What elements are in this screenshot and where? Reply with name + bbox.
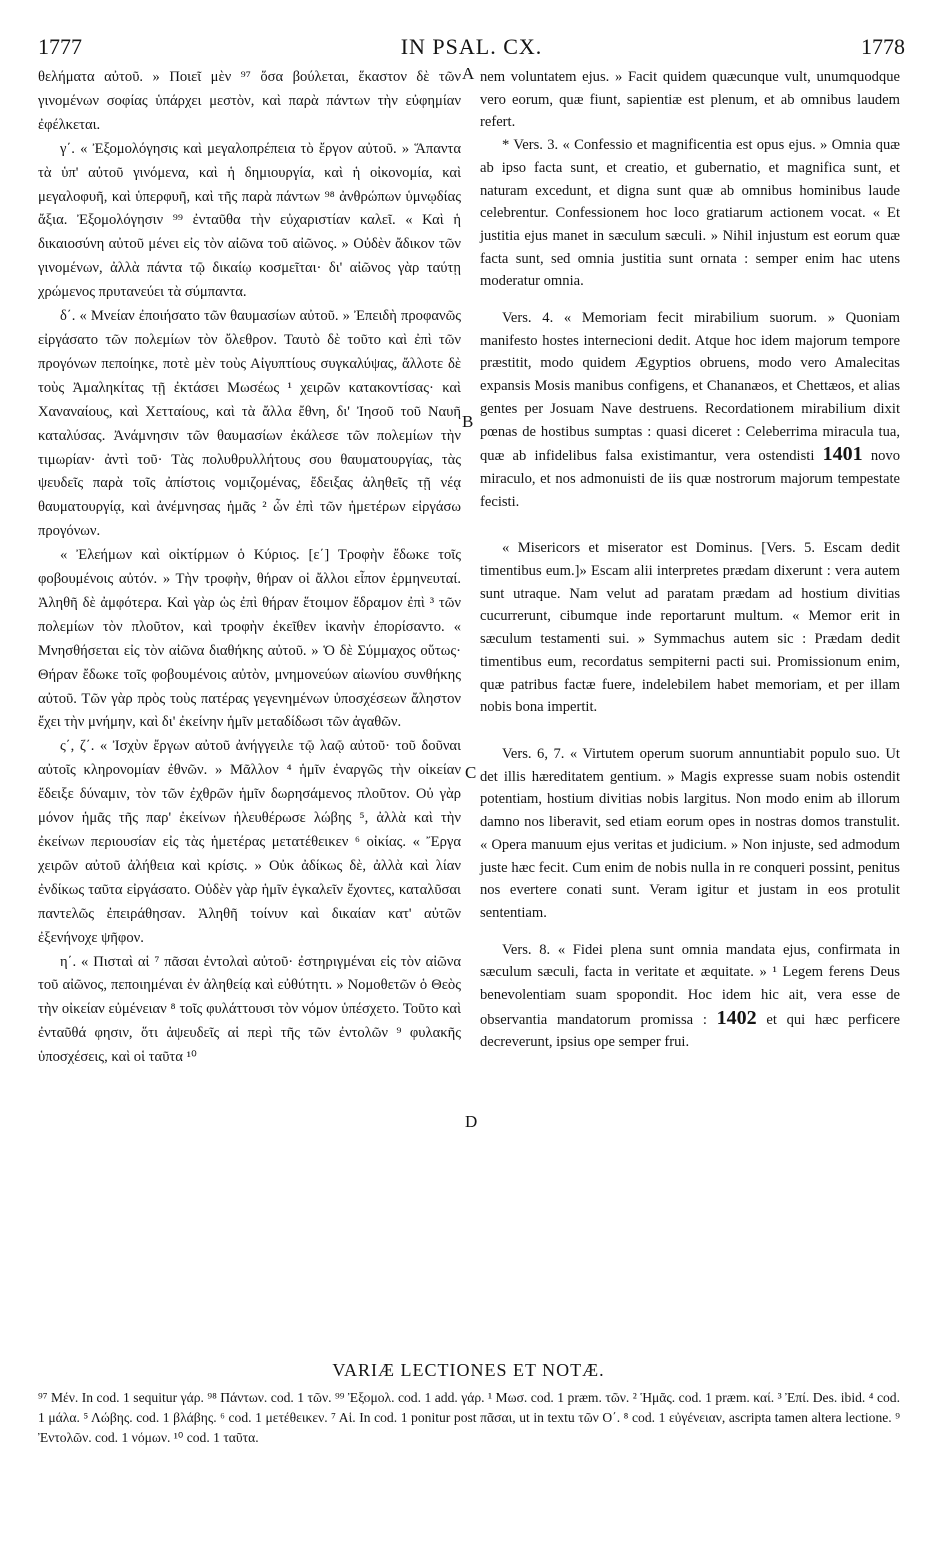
greek-paragraph-2: γ΄. « Ἐξομολόγησις καὶ μεγαλοπρέπεια τὸ ἔργον αὐτοῦ. » Ἅπαντα τὰ ὑπ' αὐτοῦ γινόμενα, καὶ ἡ δημιουργία, καὶ ἡ οἰκονομία, καὶ μεγαλοφυῆ, καὶ ὑπερφυῆ, καὶ τῆς παρὰ πάντων ⁹⁸ ἀνθρώπων ὑμνῳδίας ἄξια. Ἐξομολόγησιν ⁹⁹ ἐνταῦθα τὴν εὐχαριστίαν καλεῖ. « Καὶ ἡ δικαιοσύνη αὐτοῦ μένει εἰς τὸν αἰῶνα τοῦ αἰῶνος. » Οὐδὲν ἄδικον τῶν γινομένων, ἀλλὰ πάντα τῷ δικαίῳ κοσμεῖται· δι' αἰῶνος γὰρ ταύτῃ χρώμενος πρυτανεύει τὰ σύμπαντα. [38,140,461,301]
latin-paragraph-3-text: Vers. 4. « Memoriam fecit mirabilium suorum. » Quoniam manifesto hostes internecioni dedit. Atque hoc idem majorum tempore præstitit, modo quidem Ægyptios obruens, modo vero Amalecitas expansis Mosis manibus configens, et Chananæos, et Chettæos, et alias gentes per Josuam Nave destruens. Recordationem mirabilium dixit pœnas de hostibus sumptas : quasi diceret : Celeberrima miracula tua, quæ ab infidelibus falsa existimantur, vera ostendisti [480,310,900,465]
greek-paragraph-4: « Ἐλεήμων καὶ οἰκτίρμων ὁ Κύριος. [ε΄] Τροφὴν ἔδωκε τοῖς φοβουμένοις αὐτόν. » Τὴν τροφὴν, θήραν οἱ ἄλλοι εἶπον ἑρμηνευταί. Ἀληθῆ δὲ ἀμφότερα. Καὶ γὰρ ὡς ἐπὶ θήραν ἕτοιμον ἔδραμον ἐπὶ ³ τῶν πολεμίων τὸν πλοῦτον, καὶ τροφὴν ἐκεῖθεν ἱκανὴν ἐπορίσαντο. « Μνησθήσεται εἰς τὸν αἰῶνα διαθήκης αὐτοῦ. » Ὁ δὲ Σύμμαχος οὕτως· Θήραν ἔδωκε τοῖς φοβουμένοις αὐτὸν, μνημονεύων αἰωνίου συνθήκης αὐτοῦ. Τῶν γὰρ πρὸς τοὺς πατέρας γεγενημένων ὑποσχέσεων ἄληστον ἔχει τὴν μνήμην, καὶ δι' ἐκείνην ἡμῖν μεταδίδωσι τῶν ἀγαθῶν. [38,547,461,731]
page-number-right: 1778 [861,34,905,59]
spacer [480,513,900,537]
margin-letter-c: C [465,763,477,782]
column-number-1402: 1402 [716,1006,757,1029]
page-header [38,34,905,60]
running-title: IN PSAL. CX. [400,34,543,59]
page-number-left: 1777 [38,34,82,59]
column-number-1401: 1401 [822,443,863,466]
latin-paragraph-2: * Vers. 3. « Confessio et magnificentia est opus ejus. » Omnia quæ ab ipso facta sunt, et creatio, et gubernatio, et magnifica sunt, et naturam excedunt, et digna sunt quæ ab omnibus hominibus laude celebrentur. Confessionem hoc loco gratiarum actionem vocat. « Et justitia ejus manet in sæculum sæculi. » Nihil injustum est eorum quæ facta sunt, sed omnia justitia sunt ornata : semper enim hac utens moderatur omnia. [480,137,900,290]
latin-paragraph-6-text: Vers. 8. « Fidei plena sunt omnia mandata ejus, confirmata in sæculum sæculi, facta in veritate et æquitate. » ¹ Legem ferens Deus benevolentiam suam spopondit. Hoc idem hic ait, vera esse de observantia mandatorum promissa : [480,941,900,1028]
latin-paragraph-5: Vers. 6, 7. « Virtutem operum suorum annuntiabit populo suo. Ut det illis hæreditatem gentium. » Magis expresse suam nobis ostendit potentiam, hostium divitias nobis largitus. Non modo enim ab illorum damno nos liberavit, sed etiam eorum opes in nostras domos transtulit. « Opera manuum ejus veritas et judicium. » Non injuste, sed admodum juste hæc fecit. Cum enim de nobis nulla in re conqueri possint, penitus nos evertere conati sunt. Veram igitur et justam in eos protulit sententiam. [480,745,900,921]
greek-paragraph-6: η΄. « Πισταὶ αἱ ⁷ πᾶσαι ἐντολαὶ αὐτοῦ· ἐστηριγμέναι εἰς τὸν αἰῶνα τοῦ αἰῶνος, πεποιημέναι ἐν ἀληθείᾳ καὶ εὐθύτητι. » Νομοθετῶν ὁ Θεὸς τὴν οἰκείαν εὐμένειαν ⁸ τοῖς φυλάττουσι τὸν νόμον ὑπέσχετο. Τοῦτο καὶ ἐνταῦθά φησιν, ὅτι ἀψευδεῖς αἱ περὶ τῆς τῶν ἐντολῶν ⁹ φυλακῆς ὑποσχέσεις, καὶ οἱ ταῦτα ¹⁰ [38,953,461,1066]
latin-paragraph-3-cont: novo miraculo, et nos admonuisti de iis quæ nostrorum majorum tempestate fecisti. [480,448,901,510]
latin-paragraph-1: nem voluntatem ejus. » Facit quidem quæcunque vult, unumquodque vero eorum, quæ fiunt, sapientiæ est plenum, et ab omnibus laudem refert. [480,69,900,131]
latin-paragraph-4: « Misericors et miserator est Dominus. [Vers. 5. Escam dedit timentibus eum.]» Escam alii interpretes prædam dixerunt : vera autem sunt utraque. Nam velut ad paratam prædam ad hostium divitias cucurrerunt, cibumque inde reportarunt multum. « Memor erit in sæculum testamenti sui. » Symmachus autem sic : Prædam dedit timentibus eum, recordatus sempiterni pacti sui. Promissionum enim, quæ patribus factæ fuere, indelebilem habet memoriam, et per illam nobis bona impertit. [480,540,900,716]
spacer [480,719,900,743]
greek-paragraph-5: ς΄, ζ΄. « Ἰσχὺν ἔργων αὐτοῦ ἀνήγγειλε τῷ λαῷ αὐτοῦ· τοῦ δοῦναι αὐτοῖς κληρονομίαν ἐθνῶν. » Μᾶλλον ⁴ ἡμῖν ἐναργῶς τὴν οἰκείαν ἔδειξε δύναμιν, τὸν τῶν ἐχθρῶν ἡμῖν δωρησάμενος πλοῦτον. Οὐ γὰρ μόνον ἡμᾶς τῆς παρ' ἐκείνων ἠλευθέρωσε λώβης ⁵, ἀλλὰ καὶ τὴν ἐκείνων περιουσίαν εἰς τὰς ἡμετέρας μετατέθεικεν ⁶ οἰκίας. « Ἔργα χειρῶν αὐτοῦ ἀλήθεια καὶ κρίσις. » Οὐκ ἀδίκως δὲ, ἀλλὰ καὶ λίαν ἐνδίκως ταῦτα εἰργάσατο. Οὐδὲν γὰρ ἡμῖν ἐγκαλεῖν ἔχοντες, καταλῦσαι παντελῶς ἐπειράθησαν. Ἀληθῆ τοίνυν καὶ δικαίαν κατ' αὐτῶν ἐξενήνοχε ψῆφον. [38,738,461,946]
latin-column [480,66,900,1054]
latin-paragraph-6-cont: et qui hæc perficere decreverunt, ipsius ope semper frui. [480,1011,900,1051]
latin-paragraph-6 [480,939,900,1055]
greek-paragraph-3: δ΄. « Μνείαν ἐποιήσατο τῶν θαυμασίων αὐτοῦ. » Ἐπειδὴ προφανῶς εἰργάσατο τῶν πολεμίων τὸν ὄλεθρον. Ταυτὸ δὲ τοῦτο καὶ ἐπὶ τῶν προγόνων πεποίηκε, ποτὲ μὲν τοὺς Αἰγυπτίους συγκαλύψας, ἄλλοτε δὲ τοὺς Ἀμαληκίτας τῇ ἐκτάσει Μωσέως ¹ χειρῶν κατακοντίσας· καὶ Χαναναίους, καὶ Χετταίους, καὶ τὰ ἄλλα ἔθνη, δι' Ἰησοῦ τοῦ Ναυῆ καταλύσας. Ἀνάμνησιν τῶν θαυμασίων ἐκάλεσε τῶν πολεμίων τὴν τιμωρίαν· ἀντὶ τοῦ· Τὰς πολυθρυλλήτους σου θαυματουργίας, τὰς ψευδεῖς παρὰ τοῖς ἀπίστοις νομιζομένας, ἔδειξας ἀληθεῖς τῇ νέᾳ θαυματουργίᾳ, καὶ ἀνέμνησας ἡμᾶς ² ὧν ἐπὶ τῶν ἡμετέρων εἰργάσω προγόνων. [38,308,461,540]
margin-letter-d: D [465,1112,478,1131]
latin-paragraph-3 [480,307,900,513]
margin-letter-a: A [462,64,475,83]
notes-block [38,1388,900,1448]
greek-column [38,66,461,1070]
notes-title: VARIÆ LECTIONES ET NOTÆ. [332,1360,605,1380]
margin-letter-b: B [462,412,474,431]
notes-text: ⁹⁷ Μέν. In cod. 1 sequitur γάρ. ⁹⁸ Πάντων. cod. 1 τῶν. ⁹⁹ Ἐξομολ. cod. 1 add. γάρ. ¹ Μωσ. cod. 1 præm. τῶν. ² Ἡμᾶς. cod. 1 præm. καί. ³ Ἐπί. Des. ibid. ⁴ cod. 1 μάλα. ⁵ Λώβης. cod. 1 βλάβης. ⁶ cod. 1 μετέθεικεν. ⁷ Αἱ. In cod. 1 ponitur post πᾶσαι, ut in textu τῶν Ο΄. ⁸ cod. 1 εὐγένειαν, ascripta tamen altera lectione. ⁹ Ἐντολῶν. cod. 1 νόμων. ¹⁰ cod. 1 ταῦτα. [38,1390,900,1445]
spacer [480,925,900,939]
greek-paragraph-1: θελήματα αὐτοῦ. » Ποιεῖ μὲν ⁹⁷ ὅσα βούλεται, ἕκαστον δὲ τῶν γινομένων σοφίας ὑπάρχει μεστὸν, καὶ παρὰ πάντων τὴν εὐφημίαν ἐφέλκεται. [38,69,461,133]
spacer [480,293,900,307]
